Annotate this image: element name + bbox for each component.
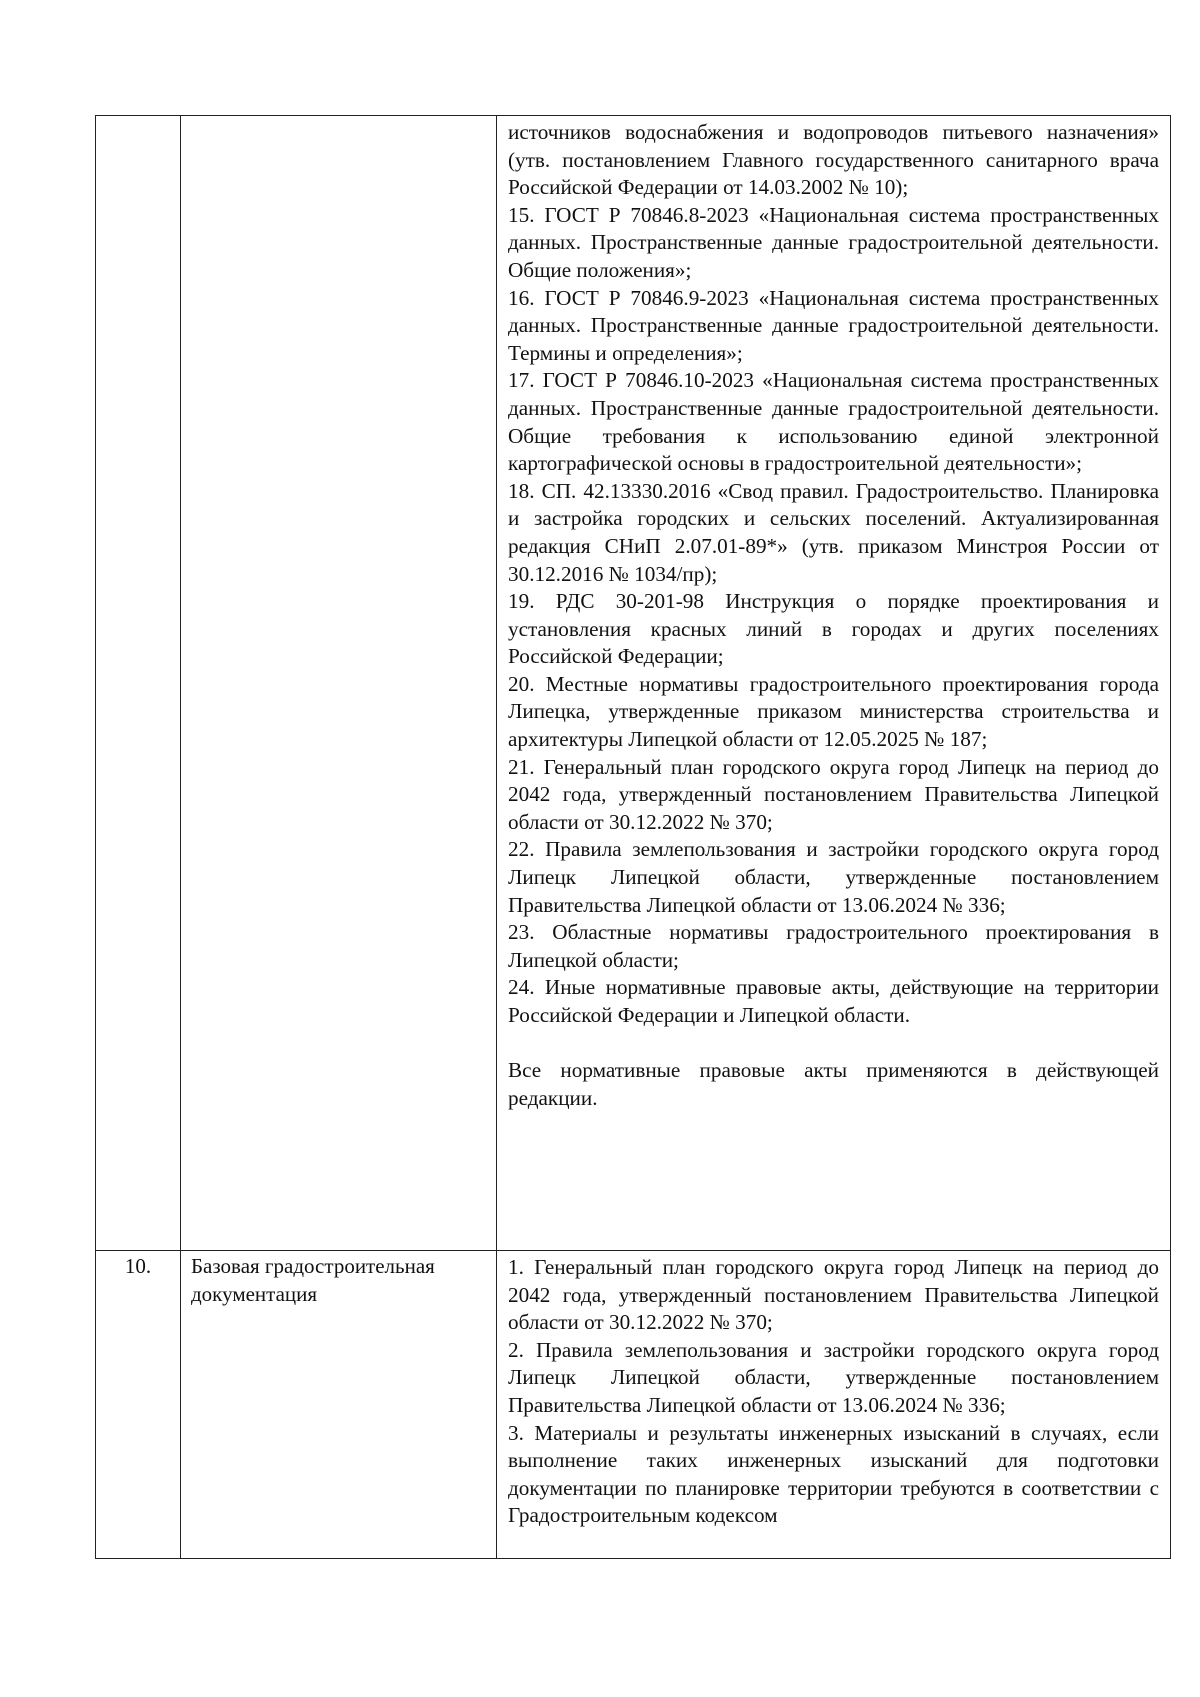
row-content-cell — [497, 116, 1171, 1251]
list-item: 2. Правила землепользования и застройки городского округа город Липецк Липецкой области, утвержденные постановлением Правительства Липецкой области от 13.06.2024 № 336; — [508, 1337, 1159, 1417]
list-item: 22. Правила землепользования и застройки городского округа город Липецк Липецкой области, утвержденные постановлением Правительства Липецкой области от 13.06.2024 № 336; — [508, 837, 1159, 917]
requirements-table — [95, 115, 1171, 1559]
list-item: 21. Генеральный план городского округа город Липецк на период до 2042 года, утвержденный постановлением Правительства Липецкой области от 30.12.2022 № 370; — [508, 754, 1159, 834]
table-row — [96, 1251, 1171, 1559]
row-number-cell — [96, 116, 181, 1251]
table-row — [96, 116, 1171, 1251]
list-item: 23. Областные нормативы градостроительного проектирования в Липецкой области; — [508, 920, 1159, 972]
list-item: 19. РДС 30-201-98 Инструкция о порядке проектирования и установления красных линий в городах и других поселениях Российской Федерации; — [508, 589, 1159, 669]
list-item: 17. ГОСТ Р 70846.10-2023 «Национальная система пространственных данных. Пространственные данные градостроительной деятельности. Общие требования к использованию единой электронной картографической основы в градостроительной деятельности»; — [508, 368, 1159, 476]
row-name-cell: Базовая градостроительная документация — [181, 1251, 497, 1559]
list-item: 18. СП. 42.13330.2016 «Свод правил. Градостроительство. Планировка и застройка городских и сельских поселений. Актуализированная редакция СНиП 2.07.01-89*» (утв. приказом Минстроя России от 30.12.2016 № 1034/пр); — [508, 478, 1159, 586]
row-name-cell — [181, 116, 497, 1251]
list-item: 15. ГОСТ Р 70846.8-2023 «Национальная система пространственных данных. Пространственные данные градостроительной деятельности. Общие положения»; — [508, 202, 1159, 282]
list-item: 24. Иные нормативные правовые акты, действующие на территории Российской Федерации и Липецкой области. — [508, 975, 1159, 1027]
row-number-cell: 10. — [96, 1251, 181, 1559]
note-paragraph: Все нормативные правовые акты применяются в действующей редакции. — [508, 1058, 1159, 1110]
list-item: 3. Материалы и результаты инженерных изысканий в случаях, если выполнение таких инженерных изысканий для подготовки документации по планировке территории требуются в соответствии с Градостроительным кодексом — [508, 1420, 1159, 1528]
row-content-cell — [497, 1251, 1171, 1559]
paragraph-spacer — [508, 1030, 1159, 1058]
continuation-paragraph: источников водоснабжения и водопроводов питьевого назначения» (утв. постановлением Главного государственного санитарного врача Российской Федерации от 14.03.2002 № 10); — [508, 120, 1159, 200]
list-item: 16. ГОСТ Р 70846.9-2023 «Национальная система пространственных данных. Пространственные данные градостроительной деятельности. Термины и определения»; — [508, 285, 1159, 365]
list-item: 20. Местные нормативы градостроительного проектирования города Липецка, утвержденные приказом министерства строительства и архитектуры Липецкой области от 12.05.2025 № 187; — [508, 671, 1159, 752]
list-item: 1. Генеральный план городского округа город Липецк на период до 2042 года, утвержденный постановлением Правительства Липецкой области от 30.12.2022 № 370; — [508, 1255, 1159, 1335]
